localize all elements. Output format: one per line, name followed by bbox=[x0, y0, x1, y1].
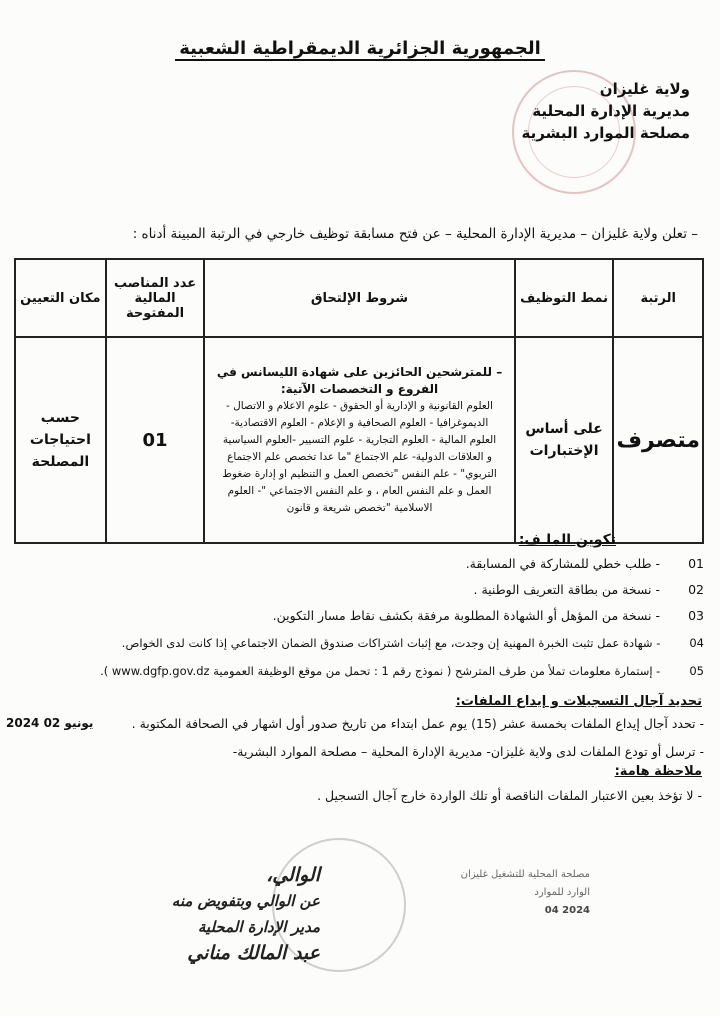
cell-place: حسب احتياجات المصلحة bbox=[15, 337, 106, 543]
received-stamp bbox=[440, 866, 590, 932]
notes-section-title: ملاحظة هامة: bbox=[614, 764, 702, 779]
signature-block bbox=[80, 862, 320, 966]
conditions-line: العمل و علم النفس العام ، و علم النفس الاجتماعي "- العلوم bbox=[227, 484, 492, 497]
republic-heading: الجمهورية الجزائرية الديمقراطية الشعبية bbox=[0, 38, 720, 59]
list-item: 04 - شهادة عمل تثبت الخبرة المهنية إن وجدت، مع إثبات اشتراكات صندوق الضمان الاجتماعي إذا كانت لدى الخواص. bbox=[121, 636, 704, 650]
file-items-list bbox=[14, 552, 704, 692]
header-conditions: شروط الإلتحاق bbox=[204, 259, 514, 337]
received-stamp-line: 2024 04 bbox=[544, 905, 590, 916]
handwritten-date: 2024 يونيو 02 bbox=[6, 716, 94, 730]
list-item: 05 - إستمارة معلومات تملأ من طرف المترشح ( نموذج رقم 1 : تحمل من موقع الوظيفة العمومية www.dgfp.gov.dz ). bbox=[100, 664, 704, 678]
recruitment-table bbox=[14, 258, 704, 544]
header-place: مكان التعيين bbox=[15, 259, 106, 337]
cell-positions: 01 bbox=[106, 337, 205, 543]
conditions-intro: – للمترشحين الحائزين على شهادة الليسانس في الفروع و التخصصات الآتية: bbox=[216, 364, 503, 396]
conditions-line: العلوم القانونية و الإدارية أو الحقوق - علوم الاعلام و الاتصال - bbox=[226, 399, 493, 412]
list-item: 01 - طلب خطي للمشاركة في المسابقة. bbox=[465, 556, 704, 571]
announcement-text: – تعلن ولاية غليزان – مديرية الإدارة المحلية – عن فتح مسابقة توظيف خارجي في الرتبة المبينة أدناه : bbox=[132, 226, 698, 242]
note-line: - لا تؤخذ بعين الاعتبار الملفات الناقصة أو تلك الواردة خارج آجال التسجيل . bbox=[317, 788, 702, 803]
conditions-line: الاسلامية "تخصص شريعة و قانون bbox=[286, 501, 433, 514]
cell-conditions bbox=[204, 337, 514, 543]
conditions-line: العلوم المالية - العلوم التجارية - علوم التسيير -العلوم السياسية bbox=[222, 433, 497, 446]
issuer-block bbox=[430, 78, 690, 144]
conditions-line: الديموغرافيا - العلوم الصحافية و الإعلام - العلوم الاقتصادية- bbox=[230, 416, 489, 429]
header-rank: الرتبة bbox=[613, 259, 703, 337]
received-stamp-line: الوارد للموارد bbox=[534, 887, 590, 898]
signature-line: مدير الإدارة المحلية bbox=[197, 918, 320, 936]
issuer-line: مصلحة الموارد البشرية bbox=[521, 124, 690, 142]
deadlines-section-title: تحديد آجال التسجيلات و إيداع الملفات: bbox=[455, 694, 702, 709]
deadline-line: - ترسل أو تودع الملفات لدى ولاية غليزان- مديرية الإدارة المحلية – مصلحة الموارد البشرية- bbox=[232, 744, 704, 759]
cell-rank: متصرف bbox=[613, 337, 703, 543]
list-item: 02 - نسخة من بطاقة التعريف الوطنية . bbox=[473, 582, 704, 597]
deadline-line: - تحدد آجال إيداع الملفات بخمسة عشر (15) يوم عمل ابتداء من تاريخ صدور أول اشهار في الصحافة المكتوبة . bbox=[131, 716, 704, 731]
issuer-line: ولاية غليزان bbox=[599, 80, 690, 98]
header-mode: نمط التوظيف bbox=[515, 259, 614, 337]
conditions-line: التربوي" - علم النفس "تخصص العمل و التنظيم او إدارة ضغوط bbox=[222, 467, 497, 480]
table-row bbox=[15, 337, 703, 543]
signature-line: عبد المالك مناني bbox=[187, 942, 320, 964]
issuer-line: مديرية الإدارة المحلية bbox=[532, 102, 690, 120]
signature-line: عن الوالي وبتفويض منه bbox=[171, 892, 320, 910]
conditions-line: و العلاقات الدولية- علم الاجتماع "ما عدا تخصص علم الاجتماع bbox=[227, 450, 492, 463]
header-positions: عدد المناصب المالية المفتوحة bbox=[106, 259, 205, 337]
table-header-row bbox=[15, 259, 703, 337]
deadlines-list bbox=[4, 714, 704, 764]
signature-line: الوالي، bbox=[266, 864, 320, 886]
cell-mode: على أساس الإختبارات bbox=[515, 337, 614, 543]
received-stamp-line: مصلحة المحلية للتشغيل غليزان bbox=[460, 869, 590, 880]
list-item: 03 - نسخة من المؤهل أو الشهادة المطلوبة مرفقة بكشف نقاط مسار التكوين. bbox=[272, 608, 704, 623]
file-section-title: تكوين الملـف: bbox=[518, 532, 616, 548]
